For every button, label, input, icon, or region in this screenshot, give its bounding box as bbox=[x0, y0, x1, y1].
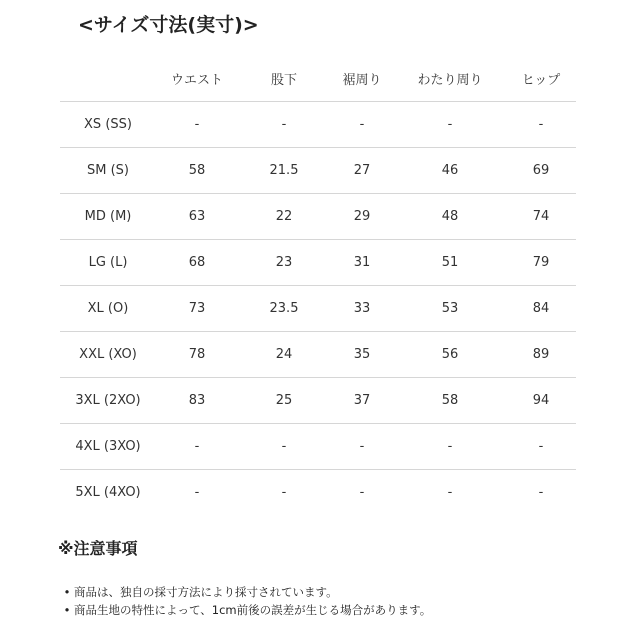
table-row bbox=[60, 194, 576, 240]
table-cell: 63 bbox=[156, 194, 238, 240]
size-label-cell: 3XL (2XO) bbox=[60, 378, 156, 424]
size-label-cell: XS (SS) bbox=[60, 102, 156, 148]
table-cell: 29 bbox=[330, 194, 394, 240]
table-cell: 24 bbox=[238, 332, 330, 378]
column-header: わたり周り bbox=[394, 56, 506, 102]
table-cell: - bbox=[394, 102, 506, 148]
table-cell: 46 bbox=[394, 148, 506, 194]
table-cell: 53 bbox=[394, 286, 506, 332]
size-label-cell: SM (S) bbox=[60, 148, 156, 194]
size-label-cell: LG (L) bbox=[60, 240, 156, 286]
table-cell: 21.5 bbox=[238, 148, 330, 194]
column-header: ヒップ bbox=[506, 56, 576, 102]
table-cell: 35 bbox=[330, 332, 394, 378]
table-cell: - bbox=[538, 485, 544, 500]
table-cell: - bbox=[281, 485, 287, 500]
table-cell: 56 bbox=[394, 332, 506, 378]
table-cell: 22 bbox=[238, 194, 330, 240]
table-cell: 37 bbox=[330, 378, 394, 424]
table-cell: - bbox=[506, 424, 576, 470]
table-cell: 73 bbox=[156, 286, 238, 332]
table-cell: 23.5 bbox=[238, 286, 330, 332]
table-cell: - bbox=[506, 102, 576, 148]
table-row bbox=[60, 240, 576, 286]
table-cell: 27 bbox=[330, 148, 394, 194]
table-cell: 68 bbox=[156, 240, 238, 286]
note-text: 商品は、独自の採寸方法により採寸されています。 bbox=[74, 585, 338, 599]
page-title: <サイズ寸法(実寸)> bbox=[78, 14, 259, 36]
table-row bbox=[60, 332, 576, 378]
table-cell: 58 bbox=[156, 148, 238, 194]
table-cell: 31 bbox=[330, 240, 394, 286]
table-cell: 23 bbox=[238, 240, 330, 286]
table-row bbox=[60, 470, 576, 516]
column-header: 股下 bbox=[238, 56, 330, 102]
table-row bbox=[60, 148, 576, 194]
notes-list bbox=[60, 583, 431, 619]
column-header: ウエスト bbox=[156, 56, 238, 102]
table-cell: 33 bbox=[330, 286, 394, 332]
table-row bbox=[60, 102, 576, 148]
notes-heading: ※注意事項 bbox=[58, 539, 138, 558]
size-label-cell: MD (M) bbox=[60, 194, 156, 240]
table-cell: - bbox=[194, 485, 200, 500]
size-label-cell: XXL (XO) bbox=[60, 332, 156, 378]
table-cell: 69 bbox=[506, 148, 576, 194]
table-cell: - bbox=[238, 424, 330, 470]
table-cell: 78 bbox=[156, 332, 238, 378]
table-cell: - bbox=[156, 102, 238, 148]
size-label-cell: 4XL (3XO) bbox=[60, 424, 156, 470]
table-cell: - bbox=[330, 424, 394, 470]
size-table bbox=[60, 56, 576, 515]
table-header-row bbox=[60, 56, 576, 102]
bullet-icon: • bbox=[63, 585, 71, 599]
size-label-cell: 5XL (4XO) bbox=[75, 485, 141, 500]
table-cell: 79 bbox=[506, 240, 576, 286]
list-item bbox=[60, 583, 431, 601]
table-cell: - bbox=[359, 485, 365, 500]
bullet-icon: • bbox=[63, 603, 71, 617]
table-cell: - bbox=[330, 102, 394, 148]
table-cell: 58 bbox=[394, 378, 506, 424]
column-header bbox=[60, 56, 156, 102]
table-cell: 83 bbox=[156, 378, 238, 424]
table-cell: - bbox=[394, 424, 506, 470]
size-label-cell: XL (O) bbox=[60, 286, 156, 332]
note-text: 商品生地の特性によって、1cm前後の誤差が生じる場合があります。 bbox=[74, 603, 432, 617]
table-cell: 89 bbox=[506, 332, 576, 378]
table-cell: 25 bbox=[238, 378, 330, 424]
table-cell: 94 bbox=[506, 378, 576, 424]
table-row bbox=[60, 378, 576, 424]
table-cell: - bbox=[447, 485, 453, 500]
list-item bbox=[60, 601, 431, 619]
table-cell: 74 bbox=[506, 194, 576, 240]
table-cell: 84 bbox=[506, 286, 576, 332]
table-cell: 51 bbox=[394, 240, 506, 286]
column-header: 裾周り bbox=[330, 56, 394, 102]
table-row bbox=[60, 286, 576, 332]
table-row bbox=[60, 424, 576, 470]
table-cell: 48 bbox=[394, 194, 506, 240]
table-cell: - bbox=[238, 102, 330, 148]
table-cell: - bbox=[156, 424, 238, 470]
